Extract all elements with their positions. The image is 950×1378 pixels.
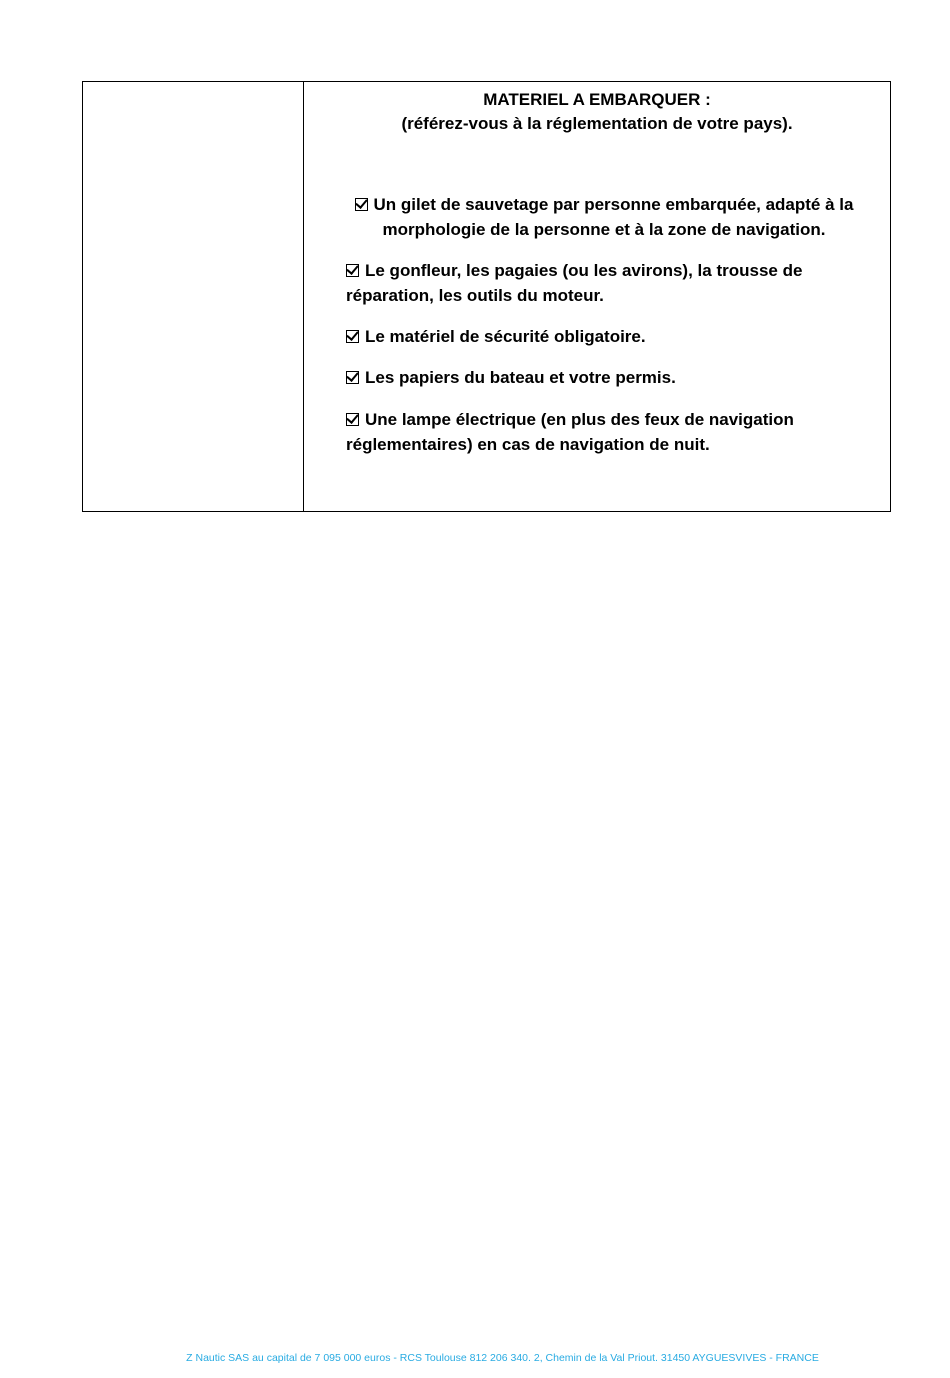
list-item-text: Un gilet de sauvetage par personne embarquée, adapté à la morphologie de la personne et à la zone de navigation. xyxy=(373,195,854,239)
list-item xyxy=(346,193,862,242)
list-item-text: Les papiers du bateau et votre permis. xyxy=(365,368,676,387)
checked-box-icon xyxy=(346,264,359,277)
table-right-cell xyxy=(304,82,890,511)
list-item-text: Une lampe électrique (en plus des feux de navigation réglementaires) en cas de navigation de nuit. xyxy=(346,410,794,454)
page-footer: Z Nautic SAS au capital de 7 095 000 euros - RCS Toulouse 812 206 340. 2, Chemin de la Val Priout. 31450 AYGUESVIVES - FRANCE xyxy=(186,1352,819,1364)
checked-box-icon xyxy=(346,371,359,384)
list-item xyxy=(346,408,876,457)
list-item-text: Le gonfleur, les pagaies (ou les avirons), la trousse de réparation, les outils du moteur. xyxy=(346,261,803,305)
section-title: MATERIEL A EMBARQUER : xyxy=(483,90,711,109)
section-subtitle: (référez-vous à la réglementation de votre pays). xyxy=(401,114,793,133)
table-left-cell xyxy=(83,82,304,511)
checked-box-icon xyxy=(355,198,368,211)
equipment-table xyxy=(82,81,891,512)
list-item-text: Le matériel de sécurité obligatoire. xyxy=(365,327,646,346)
checked-box-icon xyxy=(346,413,359,426)
checked-box-icon xyxy=(346,330,359,343)
list-item xyxy=(346,325,876,350)
list-item xyxy=(346,259,876,308)
list-item xyxy=(346,366,876,391)
